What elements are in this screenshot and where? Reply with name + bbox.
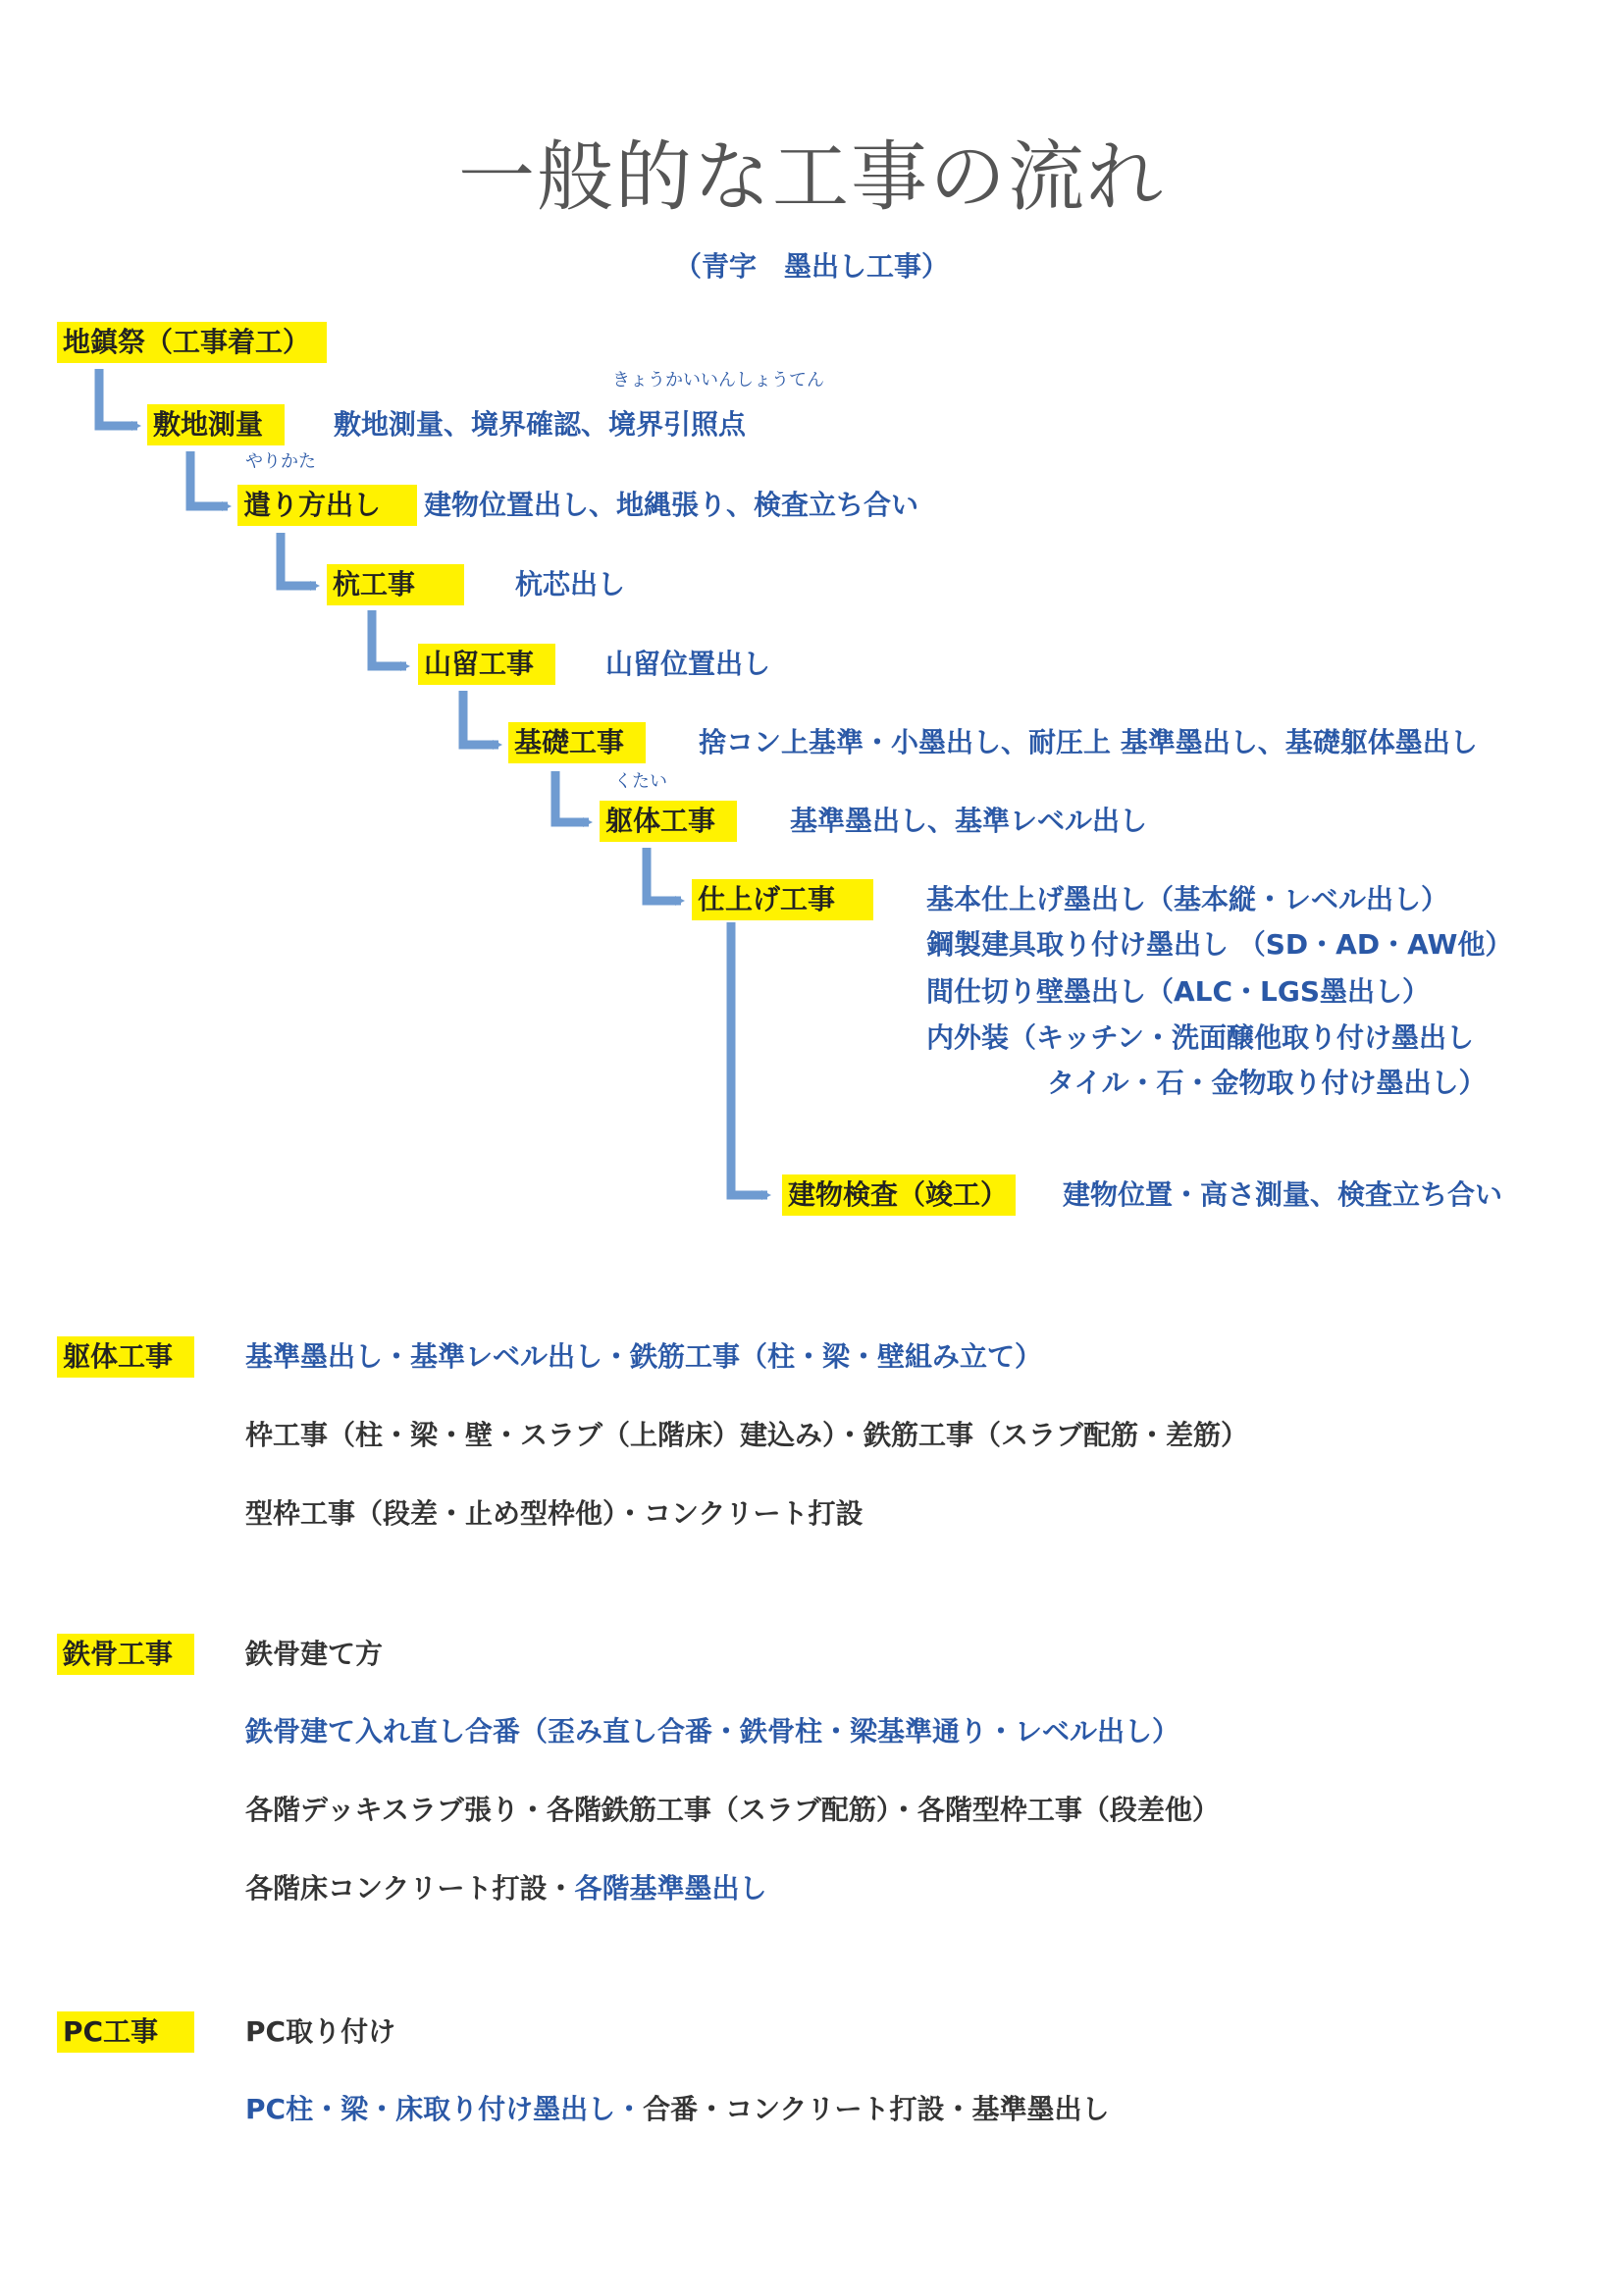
section-pc-line-2 bbox=[245, 2090, 1110, 2129]
step-kensa-desc: 建物位置・高さ測量、検査立ち合い bbox=[1063, 1178, 1503, 1211]
flow-arrow-3 bbox=[281, 533, 316, 586]
step-shikichi-desc: 敷地測量、境界確認、境界引照点 bbox=[334, 408, 747, 441]
section-kutai-line-1: 基準墨出し・基準レベル出し・鉄筋工事（柱・梁・壁組み立て） bbox=[245, 1340, 1043, 1373]
shiage-desc-line-3: 間仕切り壁墨出し（ALC・LGS墨出し） bbox=[926, 975, 1431, 1008]
step-yarikata: 遣り方出し bbox=[237, 485, 417, 526]
step-yarikata-desc: 建物位置出し、地縄張り、検査立ち合い bbox=[424, 489, 919, 521]
flow-arrow-4 bbox=[372, 610, 406, 666]
section-tekkotsu-line-2: 鉄骨建て入れ直し合番（歪み直し合番・鉄骨柱・梁基準通り・レベル出し） bbox=[245, 1715, 1180, 1748]
flow-arrow-2 bbox=[190, 451, 228, 506]
section-kutai-line-2: 枠工事（柱・梁・壁・スラブ（上階床）建込み）・鉄筋工事（スラブ配筋・差筋） bbox=[245, 1419, 1249, 1451]
shiage-desc-line-1: 基本仕上げ墨出し（基本縦・レベル出し） bbox=[926, 883, 1449, 915]
step-jichinsai: 地鎮祭（工事着工） bbox=[57, 322, 327, 363]
section-tekkotsu-line-3: 各階デッキスラブ張り・各階鉄筋工事（スラブ配筋）・各階型枠工事（段差他） bbox=[245, 1794, 1220, 1826]
shiage-desc-line-5: タイル・石・金物取り付け墨出し） bbox=[1047, 1067, 1487, 1099]
shiage-desc-line-2: 鋼製建具取り付け墨出し （SD・AD・AW他） bbox=[926, 928, 1513, 961]
ruby-yarikata: やりかた bbox=[245, 451, 316, 472]
section-tekkotsu-line-4 bbox=[245, 1869, 766, 1908]
step-kensa: 建物検査（竣工） bbox=[782, 1174, 1016, 1216]
section-pc-line-2-blue: PC柱・梁・床取り付け墨出し・ bbox=[245, 2093, 644, 2125]
step-shikichi-sokuryo: 敷地測量 bbox=[147, 404, 285, 445]
section-tekkotsu-label: 鉄骨工事 bbox=[57, 1634, 194, 1675]
section-pc-line-1: PC取り付け bbox=[245, 2015, 396, 2048]
shiage-desc-line-4: 内外装（キッチン・洗面醸他取り付け墨出し bbox=[926, 1021, 1475, 1054]
flow-arrow-1 bbox=[99, 369, 137, 426]
step-shiage: 仕上げ工事 bbox=[692, 879, 873, 920]
flow-arrow-5 bbox=[463, 691, 498, 745]
section-pc-label: PC工事 bbox=[57, 2011, 194, 2053]
section-kutai-line-3: 型枠工事（段差・止め型枠他）・コンクリート打設 bbox=[245, 1497, 864, 1530]
section-pc-line-2-dark: 合番・コンクリート打設・基準墨出し bbox=[643, 2093, 1110, 2125]
step-kiso-desc: 捨コン上基準・小墨出し、耐圧上 基準墨出し、基礎躯体墨出し bbox=[699, 726, 1478, 758]
page-subtitle: （青字 墨出し工事） bbox=[673, 250, 949, 283]
section-tekkotsu-line-4-dark: 各階床コンクリート打設・ bbox=[245, 1872, 575, 1905]
step-kutai-desc: 基準墨出し、基準レベル出し bbox=[790, 805, 1148, 837]
section-tekkotsu-line-1: 鉄骨建て方 bbox=[245, 1638, 384, 1670]
page-title: 一般的な工事の流れ bbox=[457, 133, 1165, 222]
step-kiso: 基礎工事 bbox=[508, 722, 646, 763]
step-kui: 杭工事 bbox=[327, 564, 464, 605]
section-kutai-label: 躯体工事 bbox=[57, 1336, 194, 1378]
section-tekkotsu-line-4-blue: 各階基準墨出し bbox=[574, 1872, 767, 1905]
flow-arrow-7 bbox=[647, 848, 681, 901]
ruby-kutai: くたい bbox=[614, 771, 667, 792]
step-yamadome: 山留工事 bbox=[418, 644, 555, 685]
flow-arrow-8 bbox=[731, 922, 767, 1195]
ruby-kyoukai: きょうかいいんしょうてん bbox=[612, 370, 824, 391]
step-yamadome-desc: 山留位置出し bbox=[605, 648, 771, 680]
step-kui-desc: 杭芯出し bbox=[515, 568, 626, 600]
step-kutai: 躯体工事 bbox=[600, 801, 737, 842]
flow-arrow-6 bbox=[555, 771, 589, 822]
